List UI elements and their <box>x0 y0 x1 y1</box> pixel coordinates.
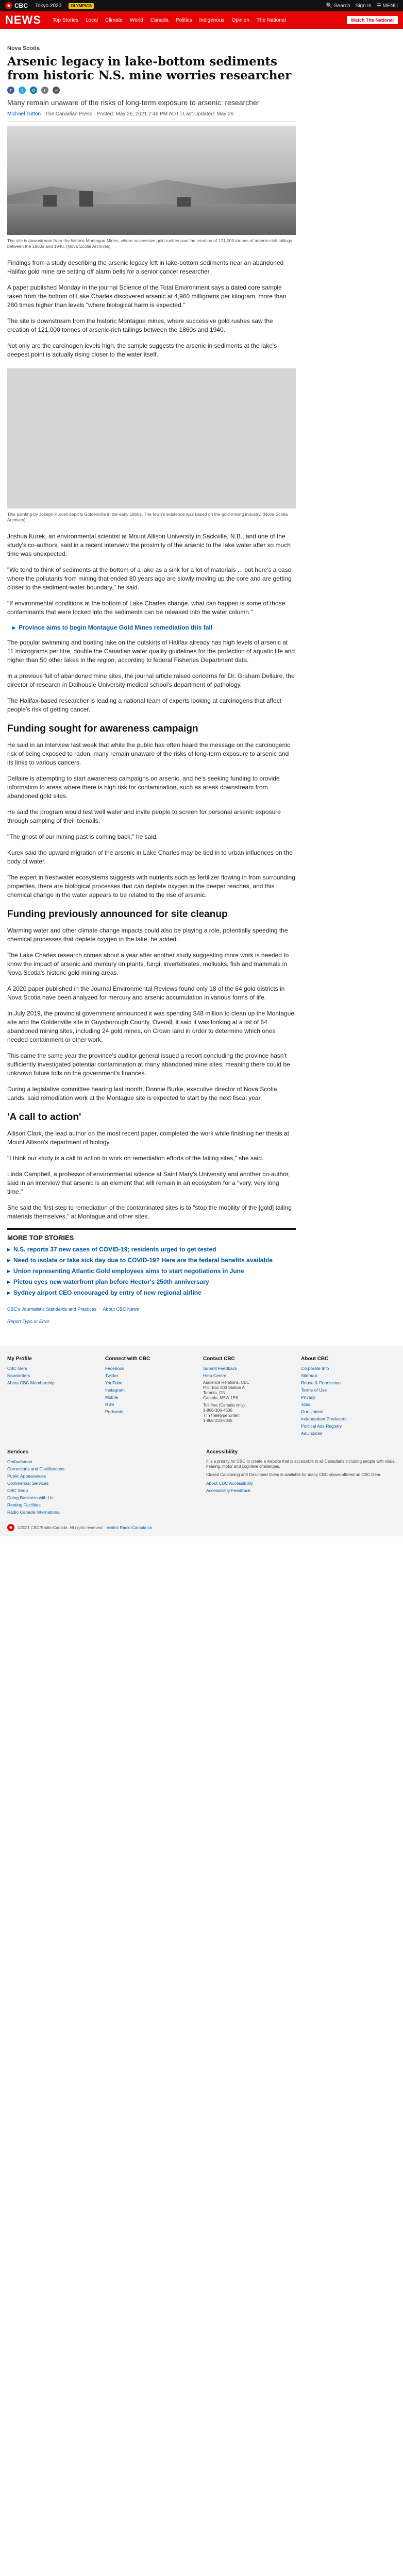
footer-heading: Connect with CBC <box>105 1356 150 1362</box>
accessibility-text: It is a priority for CBC to create a website that is accessible to all Canadians including people with visual, hearing, motor and cognitive challenges. <box>206 1459 397 1469</box>
cbc-gem-icon <box>5 2 12 9</box>
accessibility-text: Closed Captioning and Described Video is available for many CBC shows offered on CBC Gem. <box>206 1472 381 1477</box>
footer-link[interactable]: YouTube <box>105 1380 123 1385</box>
news-brand[interactable]: NEWS <box>5 13 41 26</box>
address-line: Canada, M5W 1E6 <box>203 1396 238 1400</box>
news-navbar <box>0 11 403 29</box>
article-headline: Arsenic legacy in lake-bottom sediments from historic N.S. mine worries researcher <box>7 55 292 82</box>
top-story-link[interactable]: ▸ Union representing Atlantic Gold employees aims to start negotiations in June <box>7 1267 296 1275</box>
phone-line: 1-866-220-6045 <box>203 1418 232 1423</box>
footer-link[interactable]: Newsletters <box>7 1373 30 1378</box>
article-paragraph: Dellaire is attempting to start awareness campaigns on arsenic, and he's seeking funding to provide information to areas where there is high risk for contamination, such as areas downstream from abandoned gold sites. <box>7 775 280 800</box>
article-paragraph: A paper published Monday in the journal Science of the Total Environment says a dated core sample taken from the bottom of Lake Charles discovered arsenic at 4,960 milligrams per kilogram, more than 280 times higher than levels "where biological harm is expected." <box>7 284 287 309</box>
article-paragraph: This came the same year the province's auditor general issued a report concluding the province hasn't sufficiently investigated potential contamination at many abandoned mine sites, meaning there could be unknown future tolls on the government's finances. <box>7 1052 290 1077</box>
footer-link[interactable]: Independent Producers <box>301 1416 347 1421</box>
article-paragraph: The site is downstream from the historic Montague mines, where successive gold rushes saw the creation of 121,000 tonnes of arsenic-rich tailings between the 1860s and 1940. <box>7 317 273 333</box>
footer-link[interactable]: Mobile <box>105 1395 119 1400</box>
article-paragraph: Findings from a study describing the arsenic legacy left in lake-bottom sediments near an abandoned Halifax gold mine are setting off alarm bells for a senior cancer researcher. <box>7 259 284 275</box>
standards-links <box>7 1307 296 1312</box>
global-topbar <box>0 0 403 11</box>
footer-heading: About CBC <box>301 1356 329 1362</box>
nav-item-politics[interactable]: Politics <box>175 17 192 23</box>
article-paragraph: Joshua Kurek, an environmental scientist at Mount Allison University in Sackville, N.B., and one of the study's co-authors, said in a recent interview the proximity of the arsenic to the lake water after so much time was unexpected. <box>7 533 291 557</box>
article-deck: Many remain unaware of the risks of long-term exposure to arsenic: researcher <box>7 98 260 107</box>
address-line: Toronto, ON <box>203 1391 226 1395</box>
twitter-icon[interactable]: t <box>19 87 26 94</box>
top-story-link[interactable]: ▸ Pictou eyes new waterfront plan before Hector's 250th anniversary <box>7 1278 296 1285</box>
about-news-link[interactable]: About CBC News <box>103 1307 139 1312</box>
related-story-link[interactable]: ▸ Province aims to begin Montague Gold Mines remediation this fall <box>12 624 296 631</box>
footer-link[interactable]: Twitter <box>105 1373 119 1378</box>
address-line: Audience Relations, CBC <box>203 1380 250 1385</box>
author-link[interactable]: Michael Tutton <box>7 111 41 117</box>
copyright-bar <box>7 1524 396 1531</box>
top-story-link[interactable]: ▸ N.S. reports 37 new cases of COVID-19; residents urged to get tested <box>7 1246 296 1253</box>
standards-link[interactable]: CBC's Journalistic Standards and Practices <box>7 1307 97 1312</box>
nav-item-opinion[interactable]: Opinion <box>231 17 249 23</box>
footer-link[interactable]: RSS <box>105 1402 114 1407</box>
search-link[interactable]: 🔍 Search <box>326 3 350 9</box>
article-kicker[interactable]: Nova Scotia <box>7 45 40 52</box>
lead-photo <box>7 126 296 235</box>
article-paragraph: In a previous full of abandoned mine sites, the journal article raised concerns for Dr. Graham Dellaire, the director of research in Dalhousie University medical school's department of pathology. <box>7 672 295 688</box>
footer-link[interactable]: Ombudsman <box>7 1459 32 1464</box>
section-heading: Funding sought for awareness campaign <box>7 723 198 734</box>
watch-national-button[interactable]: Watch The National <box>347 16 398 24</box>
footer-link[interactable]: Renting Facilities <box>7 1502 41 1507</box>
phone-line: TTY/Teletype writer: <box>203 1413 240 1418</box>
radio-canada-link[interactable]: Visitez Radio-Canada.ca <box>106 1525 152 1530</box>
footer-link[interactable]: CBC Shop <box>7 1488 28 1493</box>
painting-caption: This painting by Joseph Purcell depicts Goldenville in the early 1860s. The town's existence was based on the gold mining industry. (Nova Scotia Archives) <box>7 512 288 522</box>
photo-building <box>177 197 191 207</box>
footer-link[interactable]: Corporate Info <box>301 1366 329 1371</box>
photo-ground-shape <box>7 204 296 235</box>
reddit-icon[interactable]: r <box>41 87 48 94</box>
nav-item-canada[interactable]: Canada <box>150 17 169 23</box>
footer-link[interactable]: Instagram <box>105 1387 125 1393</box>
article-paragraph: Warming water and other climate change impacts could also be playing a role, potentially speeding the chemical processes that deplete oxygen in the lake, he added. <box>7 927 288 943</box>
painting-image <box>7 368 296 509</box>
footer-link[interactable]: About CBC Membership <box>7 1380 55 1385</box>
footer-link[interactable]: Sitemap <box>301 1373 317 1378</box>
footer-link[interactable]: Corrections and Clarifications <box>7 1466 65 1471</box>
olympics-link[interactable]: Tokyo 2020 <box>35 3 62 9</box>
more-stories-title: MORE TOP STORIES <box>7 1234 74 1242</box>
nav-item-top-stories[interactable]: Top Stories <box>53 17 79 23</box>
mailing-address <box>203 1380 291 1401</box>
search-label: Search <box>333 3 350 9</box>
cbc-logo[interactable] <box>5 2 28 9</box>
cbc-gem-icon <box>7 1524 14 1531</box>
article-paragraph: During a legislative committee hearing last month, Donnie Burke, executive director of Nova Scotia Lands, said remediation work at the Montague site is expected to start by the next fiscal year. <box>7 1086 277 1101</box>
footer-link[interactable]: Privacy <box>301 1395 315 1400</box>
email-icon[interactable]: @ <box>30 87 37 94</box>
section-heading: Funding previously announced for site cleanup <box>7 909 228 920</box>
menu-label: MENU <box>382 3 398 9</box>
footer-link[interactable]: Help Centre <box>203 1373 227 1378</box>
article-paragraph: In July 2019, the provincial government announced it was spending $48 million to clean up the Montague site and the Goldenville site in Guysborough County. Overall, it said it was looking at a list of 64 abandoned mining sites, including 24 gold mines, on Crown land in order to determine which ones needed containment or other work. <box>7 1010 295 1043</box>
article-paragraph: "I think our study is a call to action to work on remediation efforts of the tailing sites," she said. <box>7 1155 264 1162</box>
article-paragraph: Not only are the carcinogen levels high, the sample suggests the arsenic in sediments at the lake's deepest point is actually rising closer to the water itself. <box>7 342 277 358</box>
site-footer <box>0 1346 403 1536</box>
footer-link[interactable]: Accessibility Feedback <box>206 1488 250 1493</box>
top-story-link[interactable]: ▸ Sydney airport CEO encouraged by entry of new regional airline <box>7 1289 296 1296</box>
photo-caption: The site is downstream from the historic Montague Mines, where successive gold rushes saw the creation of 121,000 tonnes of arsenic-rich tailings between the 1860s and 1940. (Nova Scotia Archives) <box>7 238 292 249</box>
olympics-badge: OLYMPICS <box>69 3 94 9</box>
nav-item-the-national[interactable]: The National <box>256 17 286 23</box>
article-paragraph: The Halifax-based researcher is leading a national team of experts looking at carcinogens that affect people's risk of getting cancer. <box>7 697 282 713</box>
article-paragraph: Allison Clark, the lead author on the most recent paper, completed the work while finishing her thesis at Mount Allison's department of biology. <box>7 1130 289 1146</box>
footer-link[interactable]: Reuse & Permission <box>301 1380 341 1385</box>
footer-link[interactable]: AdChoices <box>301 1431 323 1436</box>
footer-link[interactable]: Terms of Use <box>301 1387 327 1393</box>
article-paragraph: A 2020 paper published in the Journal Environmental Reviews found only 18 of the 64 gold districts in Nova Scotia have been analyzed for mercury and arsenic accumulation in various forms of life. <box>7 985 285 1001</box>
footer-heading: Accessibility <box>206 1449 238 1455</box>
sign-in-link[interactable]: Sign In <box>355 3 372 9</box>
nav-item-indigenous[interactable]: Indigenous <box>199 17 225 23</box>
footer-link[interactable]: CBC Gem <box>7 1366 27 1371</box>
report-error-link[interactable]: Report Typo or Error <box>7 1319 49 1324</box>
footer-heading: Contact CBC <box>203 1356 235 1362</box>
footer-link[interactable]: About CBC Accessibility <box>206 1481 253 1486</box>
footer-link[interactable]: Our Unions <box>301 1409 323 1414</box>
more-top-stories <box>7 1228 296 1296</box>
footer-heading: Services <box>7 1449 29 1455</box>
top-story-link[interactable]: ▸ Need to isolate or take sick day due to COVID-19? Here are the federal benefits available <box>7 1257 296 1264</box>
article-paragraph: Kurek said the upward migration of the arsenic in Lake Charles may be tied in to urban influences on the body of water. <box>7 849 293 865</box>
cbc-brand-label: CBC <box>14 2 28 9</box>
article-paragraph: "We tend to think of sediments at the bottom of a lake as a sink for a lot of materials ... but here's a case where the pollutants from mining that ended 80 years ago are slowly moving up the core and are getting closer to the sediment-water boundary," he said. <box>7 566 292 591</box>
byline-meta: · The Canadian Press · Posted: May 26, 2021 2:46 PM ADT | Last Updated: May 26 <box>41 111 234 117</box>
article-paragraph: "If environmental conditions at the bottom of Lake Charles change, what can happen is some of those contaminants that were locked into the sediments can be released into the water column." <box>7 600 286 616</box>
footer-link[interactable]: Radio Canada International <box>7 1510 61 1515</box>
article-paragraph: "The ghost of our mining past is coming back," he said. <box>7 833 158 840</box>
share-bar <box>7 87 296 94</box>
footer-link[interactable]: Public Appearances <box>7 1473 46 1479</box>
menu-button[interactable]: ☰ MENU <box>376 3 398 9</box>
article-paragraph: He said the program would test well water and invite people to screen for personal arsenic exposure through sampling of their toenails. <box>7 808 281 824</box>
nav-item-local[interactable]: Local <box>86 17 98 23</box>
address-line: P.O. Box 500 Station A <box>203 1385 245 1390</box>
article-paragraph: The Lake Charles research comes about a year after another study suggesting more work is needed to know the impact of arsenic and mercury on plants, fungi, invertebrates, mollusks, fish and mammals in Nova Scotia's historic gold mining areas. <box>7 952 289 976</box>
article-main <box>7 45 296 1324</box>
article-paragraph: The popular swimming and boating lake on the outskirts of Halifax already has high levels of arsenic at 11 micrograms per litre, double the Canadian water quality guidelines for the protection of aquatic life and higher than 50 other lakes in the region, according to federal Fisheries Department data. <box>7 639 295 664</box>
photo-building <box>43 195 57 207</box>
photo-building <box>79 191 93 207</box>
nav-item-climate[interactable]: Climate <box>105 17 123 23</box>
article-paragraph: She said the first step to remediation of the contaminated sites is to "stop the mobility of the [gold] tailing materials themselves," at Montague and other sites. <box>7 1204 292 1220</box>
footer-link[interactable]: Facebook <box>105 1366 125 1371</box>
article-paragraph: The expert in freshwater ecosystems suggests with nutrients such as fertilizer flowing in from surrounding properties, there are biological processes that can deplete oxygen in the deeper reaches, and this chemical change in the water appears to be related to the rise of arsenic. <box>7 874 295 899</box>
footer-link[interactable]: Jobs <box>301 1402 310 1407</box>
facebook-icon[interactable]: f <box>7 87 14 94</box>
byline <box>7 111 296 122</box>
footer-link[interactable]: Podcasts <box>105 1409 123 1414</box>
footer-link[interactable]: Commercial Services <box>7 1481 49 1486</box>
footer-link[interactable]: Submit Feedback <box>203 1366 238 1371</box>
phone-info <box>203 1403 291 1423</box>
footer-heading[interactable]: My Profile <box>7 1356 32 1362</box>
footer-link[interactable]: Political Ads Registry <box>301 1423 342 1429</box>
article-paragraph: He said in an interview last week that while the public has often heard the message on the carcinogenic risk of being exposed to radon, many remain unaware of the risks of long-term exposure to arsenic and its links to various cancers. <box>7 741 290 766</box>
section-heading: 'A call to action' <box>7 1112 81 1123</box>
footer-link[interactable]: Doing Business with Us <box>7 1495 54 1500</box>
nav-item-world[interactable]: World <box>129 17 143 23</box>
copyright-text: ©2021 CBC/Radio-Canada. All rights reserved. <box>18 1525 104 1530</box>
link-icon[interactable]: ∞ <box>53 87 60 94</box>
article-paragraph: Linda Campbell, a professor of environmental science at Saint Mary's University and another co-author, said in an interview that arsenic is an element that will remain in an ecosystem for a "very, very long time." <box>7 1171 290 1195</box>
phone-line: 1-866-306-4636 <box>203 1408 232 1413</box>
phone-line: Toll-free (Canada only): <box>203 1403 246 1408</box>
